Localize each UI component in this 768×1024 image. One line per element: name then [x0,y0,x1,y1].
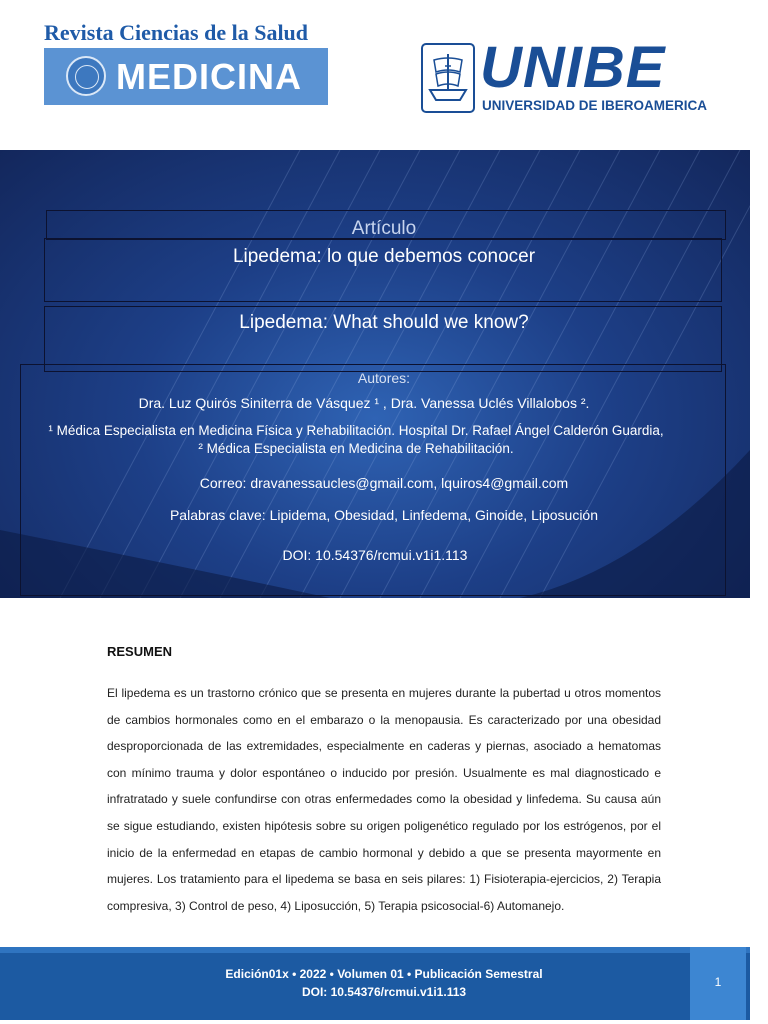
keywords: Palabras clave: Lipidema, Obesidad, Linfedema, Ginoide, Liposución [169,507,599,523]
page-number-box [690,947,746,1020]
title-english: Lipedema: What should we know? [239,312,529,333]
unibe-wordmark: UNIBE [480,35,666,100]
authors-label: Autores: [357,370,411,386]
section-label: Artículo [351,218,417,239]
footer-doi: DOI: 10.54376/rcmui.v1i1.113 [301,985,467,999]
footer-edition: Edición01x • 2022 • Volumen 01 • Publicación Semestral [225,967,543,981]
unibe-ship-icon [420,42,476,114]
author-names: Dra. Luz Quirós Siniterra de Vásquez ¹ , Dra. Vanessa Uclés Villalobos ². [138,395,590,411]
footer-band [0,947,750,953]
abstract-text: El lipedema es un trastorno crónico que se presenta en mujeres durante la pubertad u otros momentos de cambios hormonales como en el embarazo o la menopausia. Es caracterizado por una obesidad desproporcionada de las extremidades, especialmente en caderas y piernas, asociado a hematomas con mínimo trauma y dolor espontáneo o inducido por presión. Usualmente es mal diagnosticado e infratratado y suele confundirse con otras enfermedades como la obesidad y linfedema. Su causa aún se sigue estudiando, existen hipótesis sobre su origen poligenético regulado por los estrógenos, por el inicio de la enfermedad en etapas de cambio hormonal y debido a que se presenta mayormente en mujeres. Los tratamiento para el lipedema se basa en seis pilares: 1) Fisioterapia-ejercicios, 2) Terapia compresiva, 3) Control de peso, 4) Liposucción, 5) Terapia psicosocial-6) Automanejo. [107,686,661,913]
page-footer [0,947,750,1020]
unibe-subtitle: UNIVERSIDAD DE IBEROAMERICA [482,98,708,113]
abstract-heading: RESUMEN [107,644,173,659]
journal-title: Revista Ciencias de la Salud [44,20,309,45]
page-number: 1 [714,975,722,989]
contact-email: Correo: dravanessaucles@gmail.com, lquiros4@gmail.com [199,475,569,491]
affiliations: ¹ Médica Especialista en Medicina Física y Rehabilitación. Hospital Dr. Rafael Ángel Calderón Guardia, ² Médica Especialista en Medicina de Rehabilitación. [48,423,664,456]
medicina-word: MEDICINA [116,56,302,97]
medicina-banner [44,48,328,105]
medicina-seal-icon [66,56,106,96]
title-spanish: Lipedema: lo que debemos conocer [232,246,536,267]
article-doi: DOI: 10.54376/rcmui.v1i1.113 [282,547,468,563]
unibe-logo [420,35,730,120]
